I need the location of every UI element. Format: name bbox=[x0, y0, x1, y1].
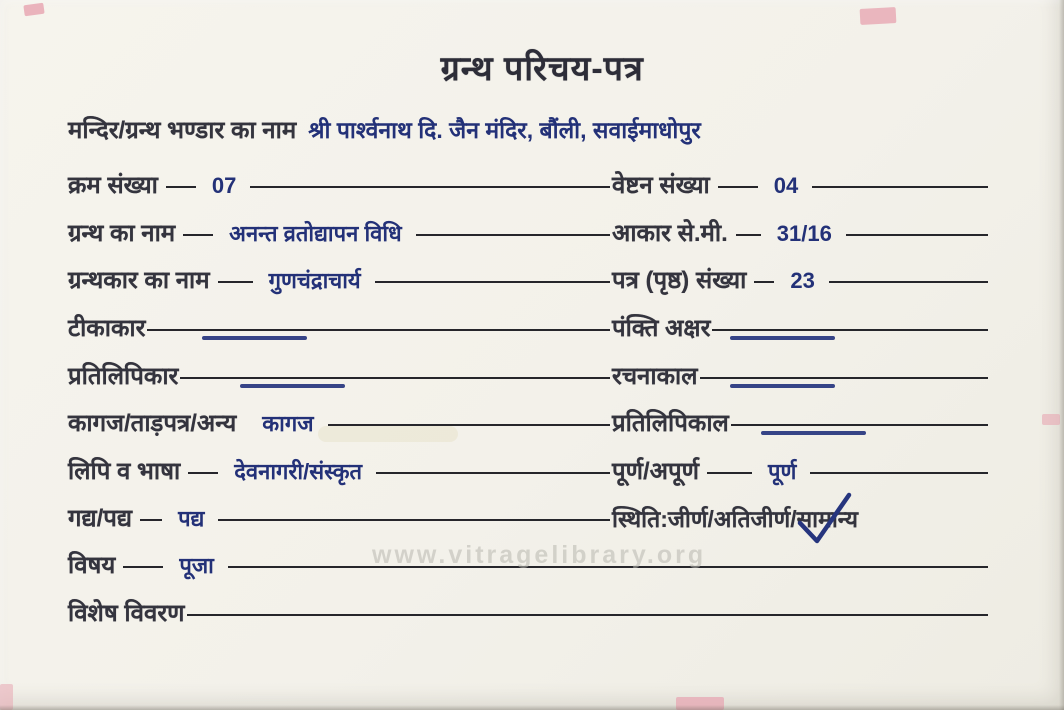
watermark-text: www.vitragelibrary.org bbox=[372, 541, 707, 569]
field-aakar bbox=[612, 221, 990, 247]
rule-line bbox=[846, 234, 988, 236]
rule-segment bbox=[123, 566, 163, 568]
rule-line bbox=[250, 186, 610, 188]
scan-smudge bbox=[318, 426, 458, 442]
field-label-gadya: गद्य/पद्य bbox=[68, 504, 133, 532]
field-row-granthkar-patra bbox=[68, 252, 990, 294]
blank-value-dash bbox=[202, 336, 307, 340]
field-rachnakal bbox=[612, 364, 990, 390]
rule-line bbox=[700, 377, 988, 379]
field-label-purn: पूर्ण/अपूर्ण bbox=[612, 457, 699, 485]
field-label-pratilipikaal: प्रतिलिपिकाल bbox=[612, 409, 729, 437]
field-label-lipi: लिपि व भाषा bbox=[68, 457, 181, 485]
field-row-kagaz-pratilipikaal bbox=[68, 395, 990, 437]
rule-line bbox=[810, 472, 988, 474]
rule-line bbox=[218, 519, 610, 521]
field-label-kagaz: कागज/ताड़पत्र/अन्य bbox=[68, 409, 237, 437]
rule-line bbox=[375, 281, 610, 283]
field-row-granthnaam-aakar bbox=[68, 205, 990, 247]
rule-segment bbox=[140, 519, 162, 521]
scan-artifact bbox=[23, 3, 44, 17]
field-row-mandir bbox=[68, 102, 990, 144]
field-krama bbox=[68, 173, 612, 199]
rule-segment bbox=[718, 186, 758, 188]
rule-segment bbox=[736, 234, 761, 236]
field-value-vishay: पूजा bbox=[179, 552, 214, 578]
field-value-granth-naam: अनन्त व्रतोद्यापन विधि bbox=[229, 220, 402, 246]
field-pratilipikaal bbox=[612, 411, 990, 437]
field-row-vishesh bbox=[68, 585, 990, 627]
rule-segment bbox=[218, 281, 253, 283]
field-purn bbox=[612, 459, 990, 485]
field-label-vishay: विषय bbox=[68, 551, 116, 579]
scan-artifact bbox=[860, 7, 897, 25]
field-label-aakar: आकार से.मी. bbox=[612, 219, 728, 247]
scan-edge-shadow-bottom bbox=[0, 705, 1064, 710]
field-label-patra: पत्र (पृष्ठ) संख्या bbox=[612, 266, 747, 294]
field-sthiti bbox=[612, 507, 990, 532]
field-label-rachnakal: रचनाकाल bbox=[612, 362, 698, 390]
field-value-lipi: देवनागरी/संस्कृत bbox=[234, 458, 363, 484]
field-value-granthkar: गुणचंद्राचार्य bbox=[268, 267, 361, 293]
field-value-patra: 23 bbox=[790, 267, 815, 293]
field-label-mandir: मन्दिर/ग्रन्थ भण्डार का नाम bbox=[68, 116, 297, 144]
field-veshtan bbox=[612, 173, 990, 199]
field-granthkar bbox=[68, 268, 612, 294]
field-label-vishesh: विशेष विवरण bbox=[68, 599, 185, 627]
rule-line bbox=[376, 472, 610, 474]
field-value-krama: 07 bbox=[211, 172, 237, 198]
field-patra bbox=[612, 268, 990, 294]
field-pankti bbox=[612, 316, 990, 342]
sthiti-checked-option-label: सामान्य bbox=[796, 505, 858, 532]
field-label-pratilipikar: प्रतिलिपिकार bbox=[68, 362, 179, 390]
rule-segment bbox=[166, 186, 196, 188]
blank-value-dash bbox=[730, 336, 835, 340]
field-label-sthiti: स्थिति:जीर्ण/अतिजीर्ण/ bbox=[612, 505, 797, 532]
blank-value-dash bbox=[240, 384, 345, 388]
field-label-tikakar: टीकाकार bbox=[68, 314, 146, 342]
field-value-gadya: पद्य bbox=[178, 505, 205, 531]
sthiti-checked-option bbox=[797, 507, 858, 532]
blank-value-dash bbox=[761, 431, 866, 435]
field-label-veshtan: वेष्टन संख्या bbox=[612, 171, 710, 199]
blank-value-dash bbox=[730, 384, 835, 388]
field-row-pratilipikar-rachnakal bbox=[68, 348, 990, 390]
field-row-lipi-purn bbox=[68, 443, 990, 485]
field-value-purn: पूर्ण bbox=[767, 458, 797, 484]
rule-line bbox=[731, 424, 988, 426]
field-gadya bbox=[68, 506, 612, 532]
field-label-krama: क्रम संख्या bbox=[68, 171, 158, 199]
field-row-tikakar-pankti bbox=[68, 300, 990, 342]
rule-line bbox=[812, 186, 988, 188]
field-label-granth-naam: ग्रन्थ का नाम bbox=[68, 219, 176, 247]
field-granth-naam bbox=[68, 221, 612, 247]
rule-segment bbox=[754, 281, 774, 283]
field-value-mandir: श्री पार्श्वनाथ दि. जैन मंदिर, बौंली, सवाईमाधोपुर bbox=[308, 116, 701, 143]
rule-segment bbox=[188, 472, 218, 474]
rule-line bbox=[187, 614, 989, 616]
field-value-kagaz: कागज bbox=[262, 410, 314, 436]
rule-segment bbox=[183, 234, 213, 236]
rule-line bbox=[829, 281, 988, 283]
field-value-aakar: 31/16 bbox=[776, 220, 832, 246]
field-value-veshtan: 04 bbox=[773, 172, 799, 198]
field-tikakar bbox=[68, 316, 612, 342]
field-lipi bbox=[68, 459, 612, 485]
field-pratilipikar bbox=[68, 364, 612, 390]
rule-line bbox=[147, 329, 610, 331]
field-row-gadya-sthiti bbox=[68, 490, 990, 532]
rule-line bbox=[416, 234, 610, 236]
rule-segment bbox=[707, 472, 752, 474]
scan-edge-shadow-right bbox=[1059, 0, 1064, 710]
field-row-krama-veshtan bbox=[68, 157, 990, 199]
field-label-granthkar: ग्रन्थकार का नाम bbox=[68, 266, 210, 294]
field-label-pankti: पंक्ति अक्षर bbox=[612, 314, 711, 342]
rule-line bbox=[712, 329, 988, 331]
page-title: ग्रन्थ परिचय-पत्र bbox=[440, 50, 644, 88]
scan-artifact bbox=[1042, 414, 1060, 425]
rule-line bbox=[180, 377, 610, 379]
